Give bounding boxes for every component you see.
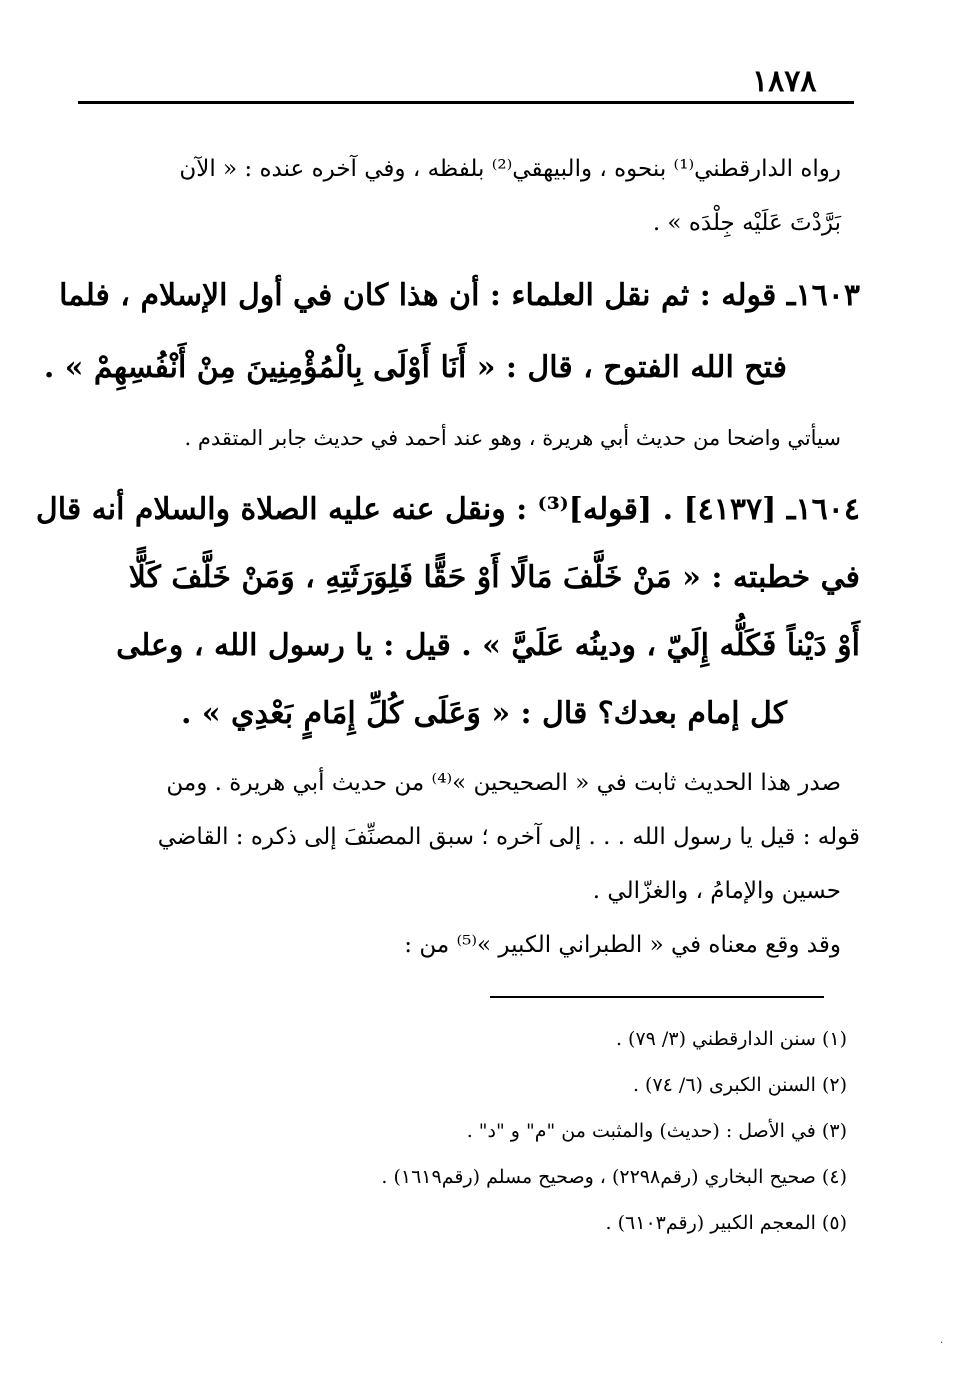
text-line: وقد وقع معناه في « الطبراني الكبير »⁽⁵⁾ من : — [404, 932, 841, 958]
footnote: (١) سنن الدارقطني (٣/ ٧٩) . — [615, 1028, 847, 1050]
text-line: بَرَّدْتَ عَلَيْه جِلْدَه » . — [652, 210, 841, 236]
heading-line: فتح الله الفتوح ، قال : « أَنَا أَوْلَى بِالْمُؤْمِنِينَ مِنْ أَنْفُسِهِمْ » . — [43, 350, 787, 385]
heading-line: ١٦٠٣ـ قوله : ثم نقل العلماء : أن هذا كان في أول الإسلام ، فلما — [59, 278, 860, 313]
text-line: حسين والإمامُ ، والغزّالي . — [592, 878, 841, 904]
footnote-separator — [490, 996, 824, 998]
heading-line: أَوْ دَيْناً فَكَلُّه إِلَيّ ، ودينُه عَلَيَّ » . قيل : يا رسول الله ، وعلى — [116, 628, 860, 663]
footnote: (٤) صحيح البخاري (رقم٢٢٩٨) ، وصحيح مسلم (رقم١٦١٩) . — [381, 1166, 847, 1188]
footnote: (٢) السنن الكبرى (٦/ ٧٤) . — [632, 1074, 847, 1096]
footnote: (٥) المعجم الكبير (رقم٦١٠٣) . — [605, 1212, 847, 1234]
text-line: رواه الدارقطني⁽¹⁾ بنحوه ، والبيهقي⁽²⁾ بلفظه ، وفي آخره عنده : « الآن — [179, 156, 841, 182]
text-line: سيأتي واضحا من حديث أبي هريرة ، وهو عند أحمد في حديث جابر المتقدم . — [184, 426, 841, 450]
heading-line: في خطبته : « مَنْ خَلَّفَ مَالًا أَوْ حَقًّا فَلِوَرَثَتِهِ ، وَمَنْ خَلَّفَ كَلًّا — [128, 560, 860, 595]
header-rule — [78, 101, 854, 104]
footnote: (٣) في الأصل : (حديث) والمثبت من "م" و "د" . — [466, 1120, 847, 1142]
scan-mark: · — [940, 1338, 944, 1349]
page-number: ١٨٧٨ — [752, 64, 817, 99]
text-line: قوله : قيل يا رسول الله . . . إلى آخره ؛ سبق المصنِّفَ إلى ذكره : القاضي — [157, 824, 860, 850]
text-line: صدر هذا الحديث ثابت في « الصحيحين »⁽⁴⁾ من حديث أبي هريرة . ومن — [166, 770, 841, 796]
heading-line: كل إمام بعدك؟ قال : « وَعَلَى كُلِّ إِمَامٍ بَعْدِي » . — [180, 696, 787, 731]
heading-line: ١٦٠٤ـ [٤١٣٧] . [قوله]⁽³⁾ : ونقل عنه عليه الصلاة والسلام أنه قال — [35, 492, 860, 527]
